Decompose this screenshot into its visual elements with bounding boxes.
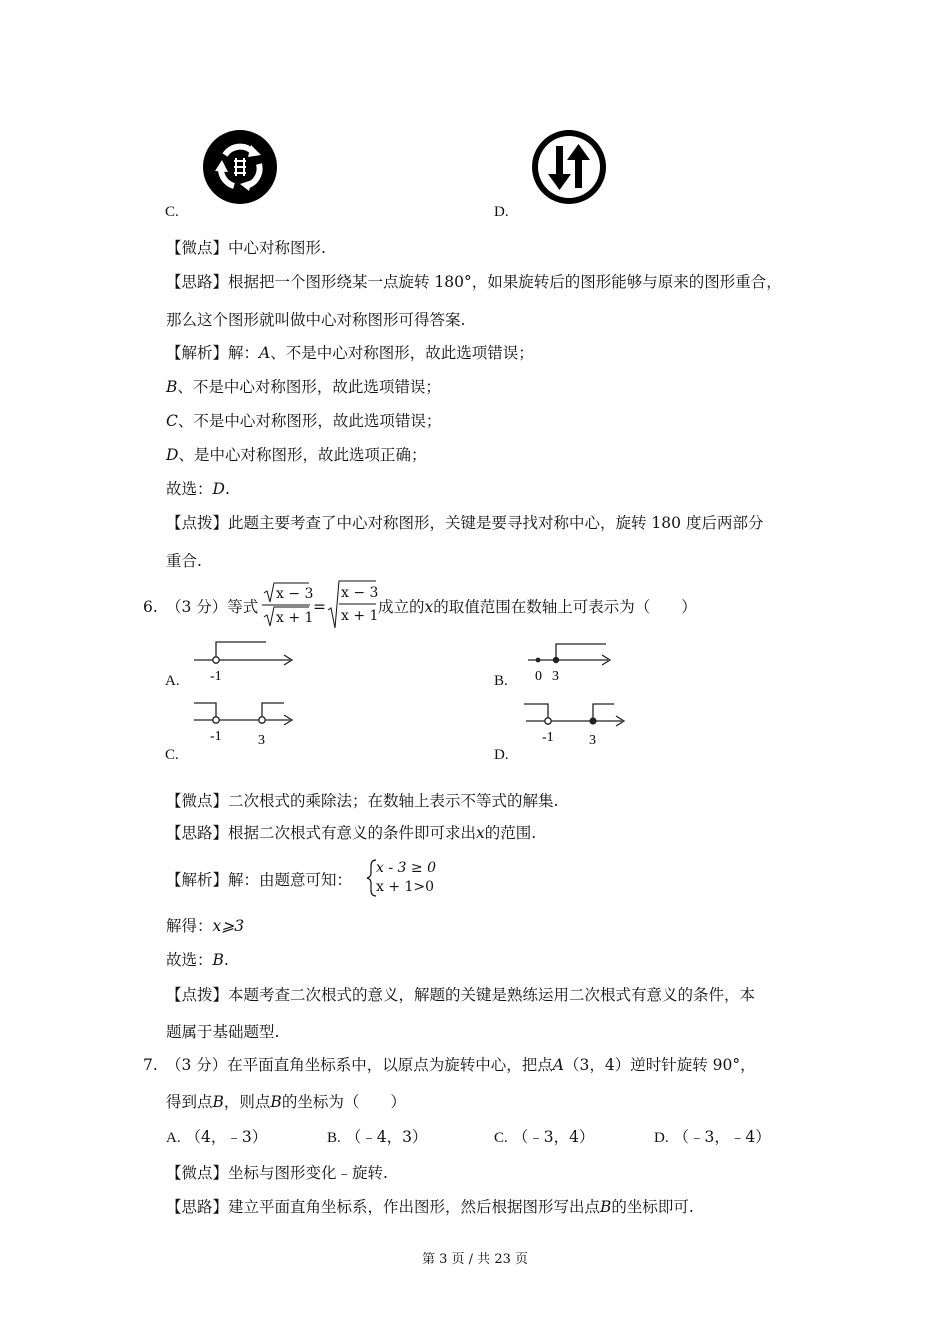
q6-dianbo-line2: 题属于基础题型. <box>166 1023 280 1041</box>
prev-jiexi-d: D、是中心对称图形，故此选项正确； <box>166 446 427 464</box>
q7-option-a: A. （4，﹣3） <box>166 1128 268 1146</box>
tick-label: -1 <box>210 669 222 684</box>
q6-option-c-numberline <box>190 700 300 748</box>
q6-option-d-label: D. <box>494 747 509 763</box>
q6-option-b-label: B. <box>494 673 508 689</box>
prev-answer: 故选：D. <box>166 480 230 498</box>
tick-label: 0 <box>535 669 542 684</box>
page-footer: 第 3 页 / 共 23 页 <box>422 1252 528 1267</box>
tick-label: -1 <box>542 730 554 745</box>
q6-option-b-numberline <box>526 638 636 684</box>
q7-line1: （3 分）在平面直角坐标系中，以原点为旋转中心，把点A（3，4）逆时针旋转 90°， <box>166 1056 756 1074</box>
q6-option-c-label: C. <box>165 747 179 763</box>
q6-suffix: 成立的x的取值范围在数轴上可表示为（ ） <box>378 598 697 616</box>
prev-dianbo-line1: 【点拨】此题主要考查了中心对称图形，关键是要寻找对称中心，旋转 180 度后两部分 <box>166 514 764 532</box>
q7-line2: 得到点B，则点B的坐标为（ ） <box>166 1093 406 1111</box>
tick-label: 3 <box>552 669 559 684</box>
prev-dianbo-line2: 重合. <box>166 552 202 570</box>
q6-dianbo-line1: 【点拨】本题考查二次根式的意义，解题的关键是熟练运用二次根式有意义的条件，本 <box>166 986 756 1004</box>
prev-jiexi: 【解析】解：A、不是中心对称图形，故此选项错误； <box>166 344 534 362</box>
option-d-label: D. <box>494 204 509 220</box>
q6-option-d-numberline <box>522 700 632 748</box>
q6-jiexi: 【解析】解：由题意可知： <box>166 871 353 889</box>
q7-option-d: D. （﹣3，﹣4） <box>654 1128 771 1146</box>
prev-silu-line1: 【思路】根据把一个图形绕某一点旋转 180°，如果旋转后的图形能够与原来的图形重合， <box>166 273 782 291</box>
q6-option-a-label: A. <box>165 673 180 689</box>
q6-answer: 故选：B. <box>166 951 229 969</box>
q6-inequality-system: x - 3 ≥ 0 x + 1>0 <box>366 858 456 898</box>
q6-prefix: （3 分）等式 <box>166 598 259 616</box>
prev-jiexi-b: B、不是中心对称图形，故此选项错误； <box>166 378 441 396</box>
tick-label: 3 <box>589 733 596 748</box>
two-way-traffic-sign-icon <box>530 128 608 206</box>
prev-weidian: 【微点】中心对称图形. <box>166 239 326 257</box>
q6-equals: = <box>313 598 326 616</box>
q6-silu: 【思路】根据二次根式有意义的条件即可求出x的范围. <box>166 824 537 842</box>
option-c-figure <box>201 128 279 206</box>
q7-silu: 【思路】建立平面直角坐标系，作出图形，然后根据图形写出点B的坐标即可. <box>166 1198 694 1216</box>
prev-silu-line2: 那么这个图形就叫做中心对称图形可得答案. <box>166 311 466 329</box>
q6-right-fraction: x − 3 x + 1 <box>327 580 377 630</box>
q6-jiede: 解得：x⩾3 <box>166 917 245 935</box>
option-d-figure <box>530 128 608 206</box>
tick-label: 3 <box>258 733 265 748</box>
prev-jiexi-c: C、不是中心对称图形，故此选项错误； <box>166 412 442 430</box>
q6-number: 6. <box>143 598 158 616</box>
option-c-label: C. <box>165 204 179 220</box>
q7-number: 7. <box>143 1056 158 1074</box>
q6-left-fraction: x − 3 x + 1 <box>262 582 310 628</box>
roundabout-sign-icon <box>201 128 279 206</box>
q6-option-a-numberline <box>190 638 300 684</box>
q7-option-b: B. （﹣4，3） <box>327 1128 428 1146</box>
q6-weidian: 【微点】二次根式的乘除法；在数轴上表示不等式的解集. <box>166 792 559 810</box>
q7-weidian: 【微点】坐标与图形变化﹣旋转. <box>166 1164 388 1182</box>
q7-option-c: C. （﹣3，4） <box>494 1128 595 1146</box>
tick-label: -1 <box>210 729 222 744</box>
